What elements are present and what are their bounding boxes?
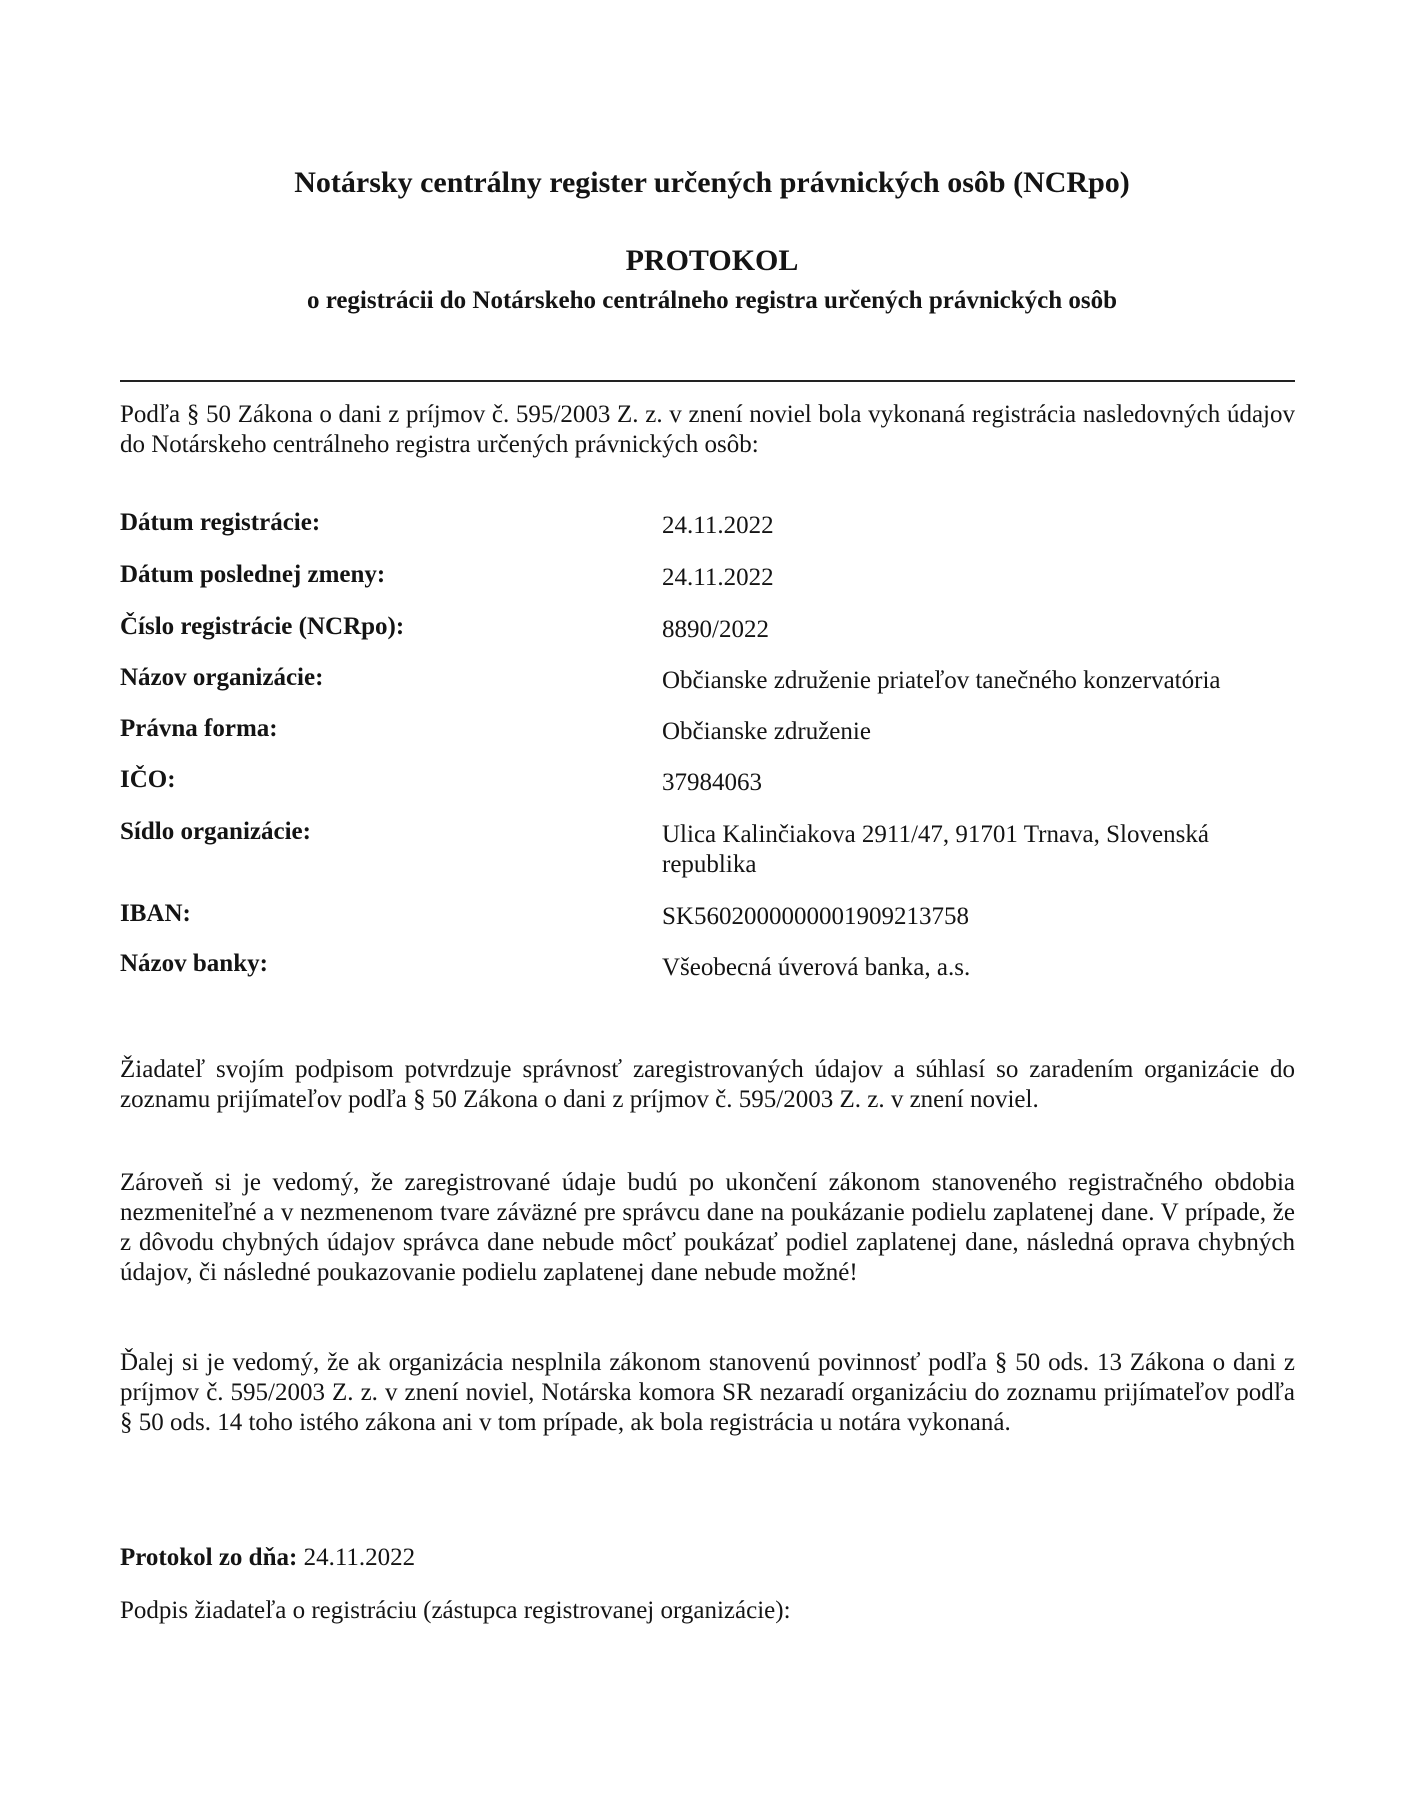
protocol-date-value: 24.11.2022 bbox=[303, 1544, 416, 1571]
protocol-heading: PROTOKOL bbox=[625, 244, 799, 277]
declaration-paragraph-1: Žiadateľ svojím podpisom potvrdzuje správnosť zaregistrovaných údajov a súhlasí so zaradením organizácie do zoznamu prijímateľov podľa § 50 Zákona o dani z príjmov č. 595/2003 Z. z. v znení noviel. bbox=[120, 1056, 1295, 1113]
field-label-bank-name: Názov banky: bbox=[120, 950, 268, 977]
field-value-registration-number: 8890/2022 bbox=[662, 616, 769, 643]
field-label-registration-date: Dátum registrácie: bbox=[120, 509, 321, 536]
declaration-paragraph-3: Ďalej si je vedomý, že ak organizácia nesplnila zákonom stanovenú povinnosť podľa § 50 ods. 13 Zákona o dani z príjmov č. 595/2003 Z. z. v znení noviel, Notárska komora SR nezaradí organizáciu do zoznamu prijímateľov podľa § 50 ods. 14 toho istého zákona ani v tom prípade, ak bola registrácia u notára vykonaná. bbox=[120, 1349, 1295, 1436]
header-divider bbox=[120, 380, 1295, 382]
register-title: Notársky centrálny register určených právnických osôb (NCRpo) bbox=[294, 166, 1130, 199]
field-value-organization-name: Občianske združenie priateľov tanečného konzervatória bbox=[662, 667, 1221, 694]
protocol-date-label: Protokol zo dňa: bbox=[120, 1544, 298, 1571]
intro-paragraph: Podľa § 50 Zákona o dani z príjmov č. 595/2003 Z. z. v znení noviel bola vykonaná registrácia nasledovných údajov do Notárskeho centrálneho registra určených právnických osôb: bbox=[120, 401, 1295, 458]
field-label-last-change-date: Dátum poslednej zmeny: bbox=[120, 561, 386, 588]
field-label-registration-number: Číslo registrácie (NCRpo): bbox=[120, 613, 405, 640]
field-value-iban: SK5602000000001909213758 bbox=[662, 903, 969, 930]
field-value-ico: 37984063 bbox=[662, 769, 762, 796]
field-label-ico: IČO: bbox=[120, 766, 176, 793]
protocol-subtitle: o registrácii do Notárskeho centrálneho registra určených právnických osôb bbox=[306, 287, 1118, 314]
field-label-iban: IBAN: bbox=[120, 900, 191, 927]
field-value-bank-name: Všeobecná úverová banka, a.s. bbox=[662, 954, 971, 981]
field-label-organization-name: Názov organizácie: bbox=[120, 664, 324, 691]
field-value-legal-form: Občianske združenie bbox=[662, 718, 871, 745]
field-label-legal-form: Právna forma: bbox=[120, 715, 278, 742]
field-value-last-change-date: 24.11.2022 bbox=[662, 564, 774, 591]
protocol-date-line bbox=[120, 1544, 415, 1572]
field-value-address: Ulica Kalinčiakova 2911/47, 91701 Trnava, Slovenská republika bbox=[662, 821, 1209, 878]
field-value-registration-date: 24.11.2022 bbox=[662, 512, 774, 539]
signature-label: Podpis žiadateľa o registráciu (zástupca registrovanej organizácie): bbox=[120, 1597, 791, 1624]
field-label-address: Sídlo organizácie: bbox=[120, 818, 311, 845]
declaration-paragraph-2: Zároveň si je vedomý, že zaregistrované údaje budú po ukončení zákonom stanoveného registračného obdobia nezmeniteľné a v nezmenenom tvare záväzné pre správcu dane na poukázanie podielu zaplatenej dane. V prípade, že z dôvodu chybných údajov správca dane nebude môcť poukázať podiel zaplatenej dane, následná oprava chybných údajov, či následné poukazovanie podielu zaplatenej dane nebude možné! bbox=[120, 1169, 1295, 1286]
